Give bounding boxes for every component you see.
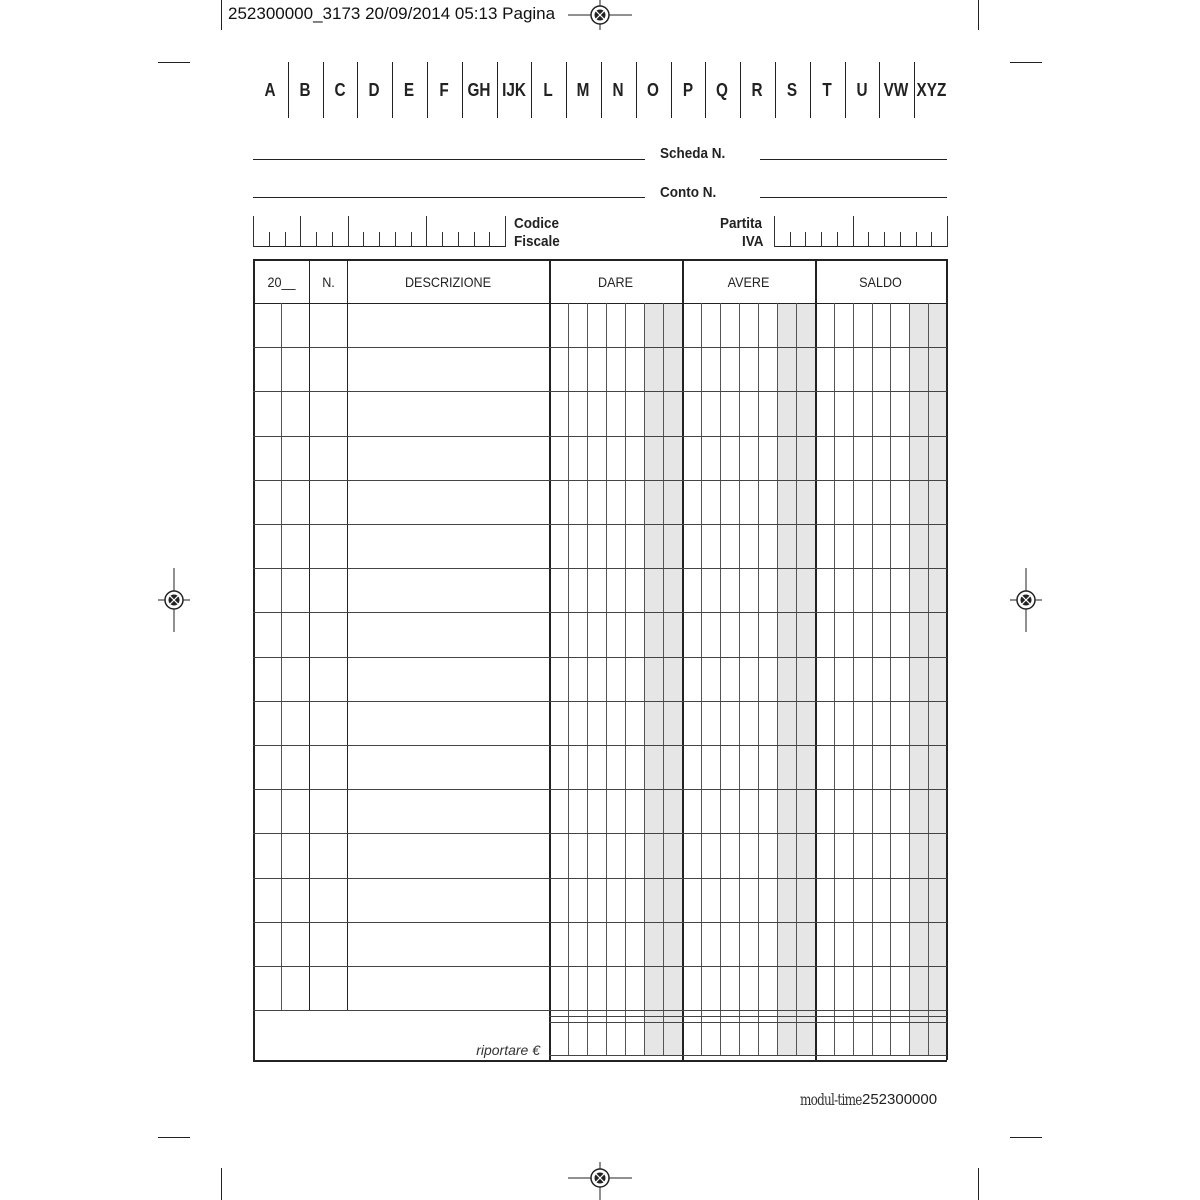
row-line [253, 701, 947, 702]
col-sep-avere [682, 259, 684, 1060]
box-tick [931, 232, 932, 248]
box-group-tick [853, 216, 854, 247]
col-sep-year [309, 259, 310, 1010]
table-left-border [253, 259, 255, 1060]
crop-mark-left-bottom-h [158, 1137, 190, 1138]
row-line [253, 391, 947, 392]
box-tick [774, 216, 775, 247]
index-separator [427, 62, 428, 118]
index-separator [323, 62, 324, 118]
box-tick [363, 232, 364, 248]
index-separator [775, 62, 776, 118]
digit-col-sep [928, 303, 929, 1055]
index-letter-f: F [439, 80, 449, 100]
index-letter-o: O [646, 80, 659, 100]
digit-col-sep [701, 303, 702, 1055]
index-letter-q: Q [716, 80, 729, 100]
box-tick [884, 232, 885, 248]
crop-mark-right-bottom-h [1010, 1137, 1042, 1138]
digit-col-sep [909, 303, 910, 1055]
crop-mark-right-top-h [1010, 62, 1042, 63]
box-tick [332, 232, 333, 248]
row-line [253, 745, 947, 746]
box-tick [900, 232, 901, 248]
crop-mark-left-top-h [158, 62, 190, 63]
cents-shading [644, 303, 682, 1055]
digit-col-sep [890, 303, 891, 1055]
header-bottom-border [253, 303, 947, 304]
box-group-tick [348, 216, 349, 247]
brand-logo: modul-time [800, 1090, 862, 1109]
scheda-name-line [253, 159, 645, 160]
index-separator [531, 62, 532, 118]
box-tick [379, 232, 380, 248]
conto-label: Conto N. [660, 184, 717, 201]
index-letter-e: E [404, 80, 415, 100]
index-separator [601, 62, 602, 118]
digit-col-sep [777, 303, 778, 1055]
index-letter-r: R [751, 80, 763, 100]
box-group-tick [426, 216, 427, 247]
row-line [253, 524, 947, 525]
index-letter-ijk: IJK [501, 80, 526, 100]
index-separator [497, 62, 498, 118]
index-letter-t: T [822, 80, 832, 100]
row-line [253, 347, 947, 348]
row-line [253, 657, 947, 658]
digit-col-sep [720, 303, 721, 1055]
row-line [253, 1010, 947, 1011]
box-tick [489, 232, 490, 248]
digit-col-sep [625, 303, 626, 1055]
box-tick [474, 232, 475, 248]
index-separator [914, 62, 915, 118]
box-baseline [774, 246, 947, 247]
partita-iva-boxes [774, 216, 947, 247]
digit-col-sep [587, 303, 588, 1055]
index-letter-c: C [334, 80, 346, 100]
row-line [253, 789, 947, 790]
registration-mark-icon [568, 0, 632, 30]
row-line [253, 568, 947, 569]
index-separator [671, 62, 672, 118]
fiscale-label: Fiscale [514, 233, 560, 250]
row-line [253, 878, 947, 879]
row-line [253, 480, 947, 481]
registration-mark-icon [158, 568, 190, 632]
box-tick [395, 232, 396, 248]
index-separator [357, 62, 358, 118]
digit-col-sep [606, 303, 607, 1055]
scheda-number-line [760, 159, 947, 160]
col-dare-header: DARE [597, 274, 634, 290]
box-tick [805, 232, 806, 248]
box-tick [821, 232, 822, 248]
index-separator [810, 62, 811, 118]
index-letter-s: S [786, 80, 798, 100]
digit-col-sep [663, 303, 664, 1055]
box-tick [253, 216, 254, 247]
index-letter-gh: GH [467, 80, 491, 100]
amount-bottom-line [549, 1055, 947, 1056]
row-line [253, 966, 947, 967]
digit-col-sep [644, 303, 645, 1055]
col-sep-number [347, 259, 348, 1010]
total-line [549, 1016, 947, 1017]
index-letter-p: P [682, 80, 693, 100]
index-separator [740, 62, 741, 118]
row-line [253, 436, 947, 437]
index-separator [566, 62, 567, 118]
table-bottom-border [253, 1060, 947, 1062]
index-separator [288, 62, 289, 118]
box-tick [269, 232, 270, 248]
digit-col-sep [758, 303, 759, 1055]
col-sep-dare [549, 259, 551, 1060]
digit-col-sep [834, 303, 835, 1055]
box-tick [458, 232, 459, 248]
col-description-header: DESCRIZIONE [404, 274, 492, 290]
total-line [549, 1022, 947, 1023]
col-saldo-header: SALDO [859, 274, 902, 290]
digit-col-sep [739, 303, 740, 1055]
index-separator [392, 62, 393, 118]
cents-shading [777, 303, 815, 1055]
box-tick [947, 216, 948, 247]
col-sep-saldo [815, 259, 817, 1060]
index-letter-a: A [264, 80, 276, 100]
conto-name-line [253, 197, 645, 198]
digit-col-sep [872, 303, 873, 1055]
box-group-tick [300, 216, 301, 247]
row-line [253, 922, 947, 923]
codice-label: Codice [514, 215, 560, 232]
box-tick [442, 232, 443, 248]
registration-mark-icon [1010, 568, 1042, 632]
index-letter-m: M [576, 80, 590, 100]
box-tick [316, 232, 317, 248]
col-avere-header: AVERE [727, 274, 770, 290]
digit-col-sep [796, 303, 797, 1055]
index-letter-vw: VW [884, 80, 909, 100]
box-tick [790, 232, 791, 248]
scheda-label: Scheda N. [660, 145, 726, 162]
digit-col-sep [568, 303, 569, 1055]
product-code: 252300000 [862, 1091, 938, 1108]
box-tick [868, 232, 869, 248]
index-separator [636, 62, 637, 118]
iva-label: IVA [742, 233, 764, 250]
registration-mark-icon [568, 1162, 632, 1200]
table-right-border [946, 259, 948, 1060]
riportare-label: riportare € [476, 1042, 540, 1058]
col-year-header: 20__ [267, 274, 296, 290]
crop-mark-bottom-right-v [978, 1168, 979, 1200]
cents-shading [909, 303, 947, 1055]
table-top-border [253, 259, 947, 261]
partita-label: Partita [720, 215, 763, 232]
crop-mark-bottom-left-v [221, 1168, 222, 1200]
index-separator [879, 62, 880, 118]
digit-col-sep [853, 303, 854, 1055]
index-separator [845, 62, 846, 118]
index-letter-xyz: XYZ [916, 80, 947, 100]
row-line [253, 612, 947, 613]
print-header: 252300000_3173 20/09/2014 05:13 Pagina [228, 4, 556, 23]
crop-mark-top-right-v [978, 0, 979, 30]
col-sep-year-inner [281, 303, 282, 1010]
row-line [253, 833, 947, 834]
box-tick [837, 232, 838, 248]
index-letter-n: N [612, 80, 624, 100]
index-letter-d: D [368, 80, 380, 100]
box-tick [285, 232, 286, 248]
index-letter-b: B [299, 80, 311, 100]
box-tick [916, 232, 917, 248]
index-letter-u: U [856, 80, 868, 100]
box-tick [505, 216, 506, 247]
conto-number-line [760, 197, 947, 198]
col-number-header: N. [322, 274, 335, 290]
box-tick [411, 232, 412, 248]
crop-mark-top-left-v [221, 0, 222, 30]
index-separator [462, 62, 463, 118]
codice-fiscale-boxes [253, 216, 505, 247]
index-separator [705, 62, 706, 118]
index-letter-l: L [543, 80, 554, 100]
